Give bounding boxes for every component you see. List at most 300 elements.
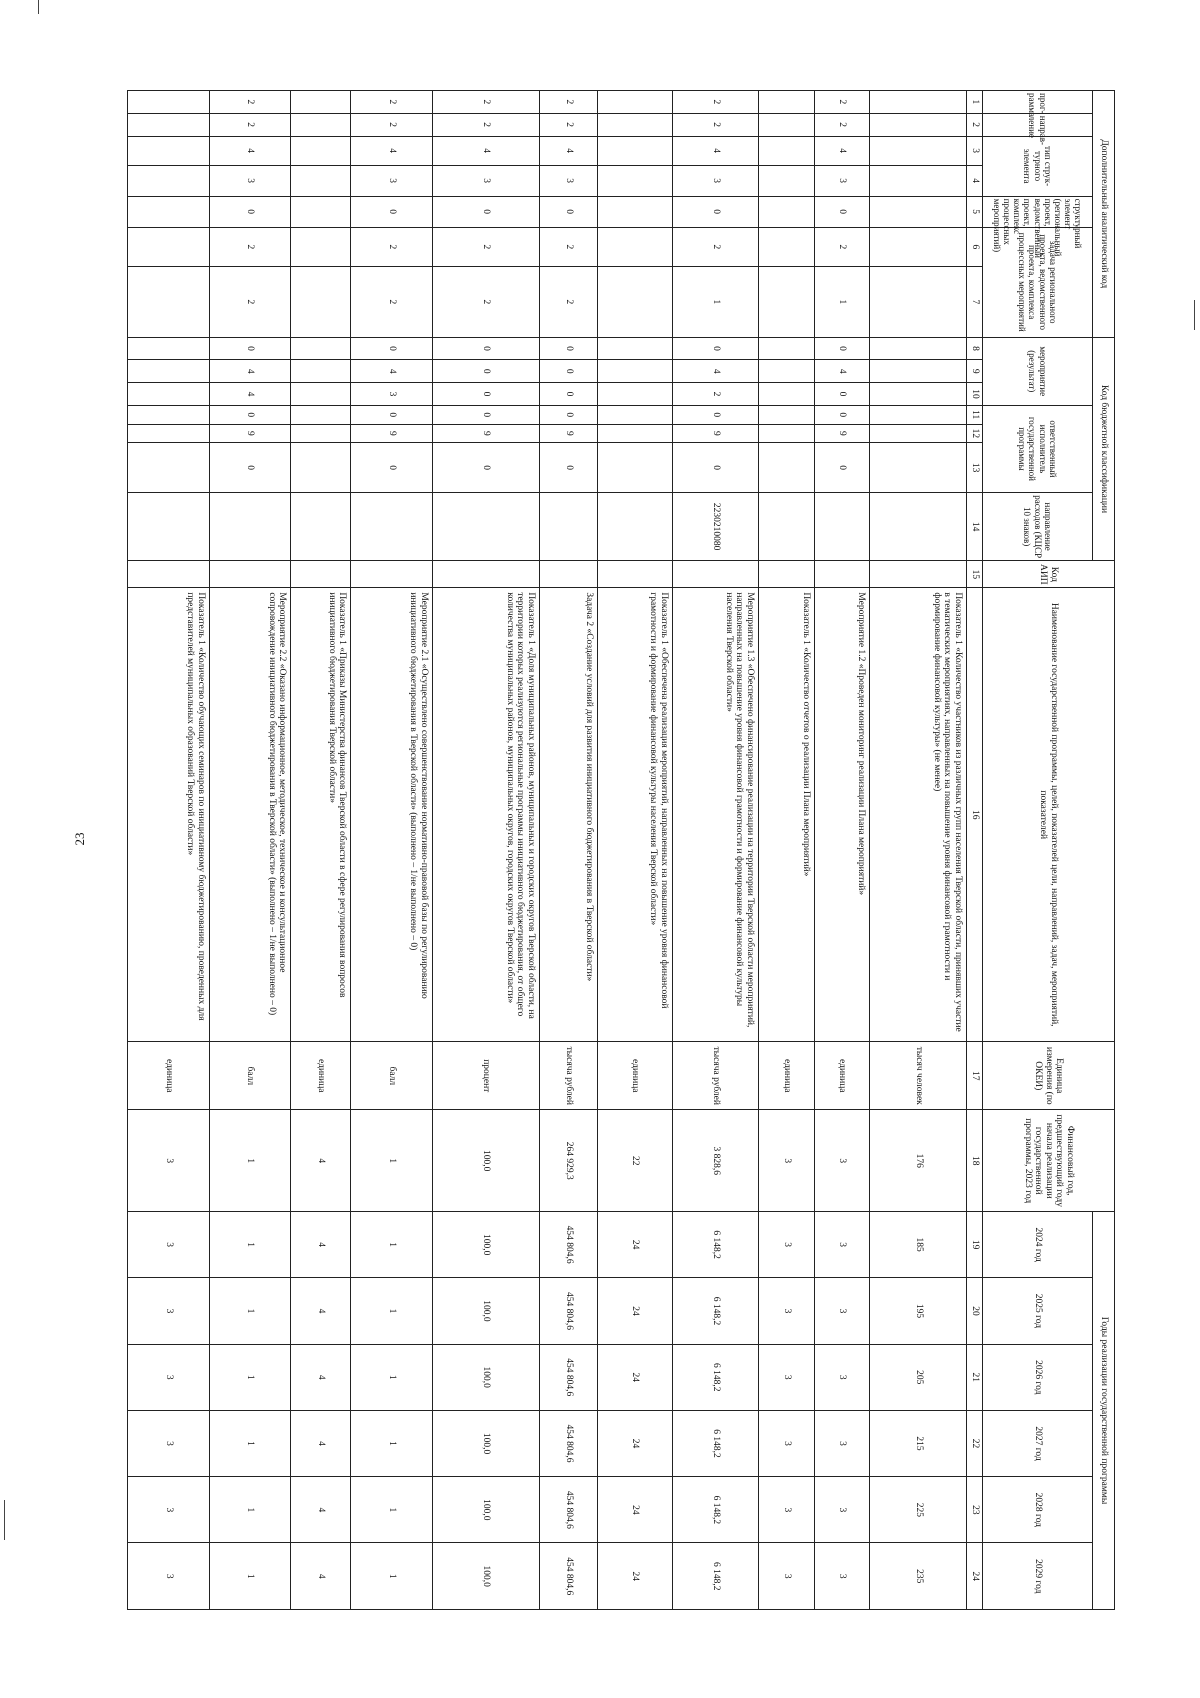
code-cell: 2	[814, 113, 870, 136]
code-cell	[758, 113, 814, 136]
code-cell	[128, 443, 210, 493]
base-year-value: 100,0	[432, 1110, 539, 1212]
base-year-value: 3	[814, 1110, 870, 1212]
col-num: 24	[967, 1543, 983, 1610]
year-value: 100,0	[432, 1477, 539, 1543]
code-cell: 2	[540, 91, 598, 114]
year-value: 235	[870, 1543, 967, 1610]
code-cell: 0	[432, 405, 539, 424]
year-value: 1	[209, 1543, 291, 1610]
code-cell: 4	[209, 360, 291, 383]
unit-cell: балл	[351, 1042, 433, 1110]
year-value: 24	[597, 1410, 672, 1476]
col-num: 8	[967, 337, 983, 360]
year-value: 6 148,2	[673, 1344, 759, 1410]
code-cell: 2	[351, 113, 433, 136]
code-cell: 9	[540, 424, 598, 443]
col-num: 11	[967, 405, 983, 424]
code-cell	[291, 405, 351, 424]
base-year-value: 3	[758, 1110, 814, 1212]
year-value: 1	[351, 1477, 433, 1543]
year-value: 205	[870, 1344, 967, 1410]
scan-mark-right	[1194, 300, 1195, 330]
header-year-2025: 2025 год	[983, 1278, 1093, 1344]
row-name: Показатель 1 «Количество участников из различных групп населения Тверской области, принявших участие в тематических мероприятиях, направленных на повышение уровня финансовой грамотности и формирование финансовой культуры» (не менее)	[870, 588, 967, 1042]
code-cell	[128, 424, 210, 443]
code-cell	[758, 360, 814, 383]
code-cell	[351, 561, 433, 588]
code-cell: 2	[814, 227, 870, 266]
year-value: 1	[209, 1278, 291, 1344]
code-cell	[597, 424, 672, 443]
header-rashody: направление расходов (КЦСР 10 знаков)	[983, 492, 1093, 560]
code-cell	[432, 561, 539, 588]
code-cell	[597, 227, 672, 266]
year-value: 1	[351, 1344, 433, 1410]
code-cell: 0	[209, 405, 291, 424]
code-cell: 2	[432, 91, 539, 114]
year-value: 225	[870, 1477, 967, 1543]
code-cell	[597, 360, 672, 383]
col-num: 3	[967, 136, 983, 165]
code-cell	[597, 383, 672, 406]
code-cell: 0	[540, 196, 598, 227]
code-cell: 2	[814, 91, 870, 114]
unit-cell: единица	[291, 1042, 351, 1110]
year-value: 3	[128, 1344, 210, 1410]
code-cell	[291, 227, 351, 266]
code-cell	[432, 492, 539, 560]
row-name: Задача 2 «Создание условий для развития инициативного бюджетирования в Тверской области»	[540, 588, 598, 1042]
col-num: 16	[967, 588, 983, 1042]
code-cell: 2	[351, 91, 433, 114]
code-cell: 2	[673, 113, 759, 136]
year-value: 1	[351, 1278, 433, 1344]
year-value: 4	[291, 1344, 351, 1410]
code-cell	[291, 443, 351, 493]
code-cell	[291, 337, 351, 360]
year-value: 3	[814, 1344, 870, 1410]
col-num: 18	[967, 1110, 983, 1212]
code-cell	[597, 561, 672, 588]
year-value: 454 804,6	[540, 1410, 598, 1476]
code-cell: 0	[351, 196, 433, 227]
year-value: 3	[758, 1543, 814, 1610]
col-num: 10	[967, 383, 983, 406]
unit-cell: единица	[814, 1042, 870, 1110]
col-num: 9	[967, 360, 983, 383]
code-cell: 2	[673, 91, 759, 114]
year-value: 3	[128, 1543, 210, 1610]
code-cell: 0	[673, 196, 759, 227]
col-num: 6	[967, 227, 983, 266]
code-cell	[597, 443, 672, 493]
col-num: 20	[967, 1278, 983, 1344]
code-cell	[291, 136, 351, 165]
unit-cell: тысяч человек	[870, 1042, 967, 1110]
year-value: 6 148,2	[673, 1477, 759, 1543]
base-year-value: 176	[870, 1110, 967, 1212]
code-cell: 4	[432, 136, 539, 165]
code-cell	[597, 405, 672, 424]
unit-cell: процент	[432, 1042, 539, 1110]
row-name: Показатель 1 «Доля муниципальных районов, муниципальных и городских округов Тверской области, на территории которых реализуются региональные программы инициативного бюджетирования, от общего количества муниципальных районов, муниципальных округов, городских округов Тверской области»	[432, 588, 539, 1042]
year-value: 3	[758, 1344, 814, 1410]
year-value: 24	[597, 1344, 672, 1410]
year-value: 4	[291, 1278, 351, 1344]
header-year-2028: 2028 год	[983, 1477, 1093, 1543]
code-cell	[128, 196, 210, 227]
code-cell: 0	[673, 337, 759, 360]
code-cell	[291, 561, 351, 588]
year-value: 454 804,6	[540, 1477, 598, 1543]
table-row	[432, 91, 539, 1610]
code-cell	[758, 165, 814, 196]
header-year-2029: 2029 год	[983, 1543, 1093, 1610]
year-value: 3	[128, 1212, 210, 1278]
code-cell: 0	[814, 443, 870, 493]
row-name: Мероприятие 1.2 «Проведен мониторинг реализации Плана мероприятий»	[814, 588, 870, 1042]
code-cell: 2	[209, 227, 291, 266]
code-cell	[597, 165, 672, 196]
code-cell: 3	[673, 165, 759, 196]
year-value: 3	[128, 1410, 210, 1476]
code-cell: 4	[673, 136, 759, 165]
code-cell: 3	[814, 165, 870, 196]
program-table	[127, 90, 1115, 1610]
code-cell: 0	[432, 360, 539, 383]
code-cell: 2230210080	[673, 492, 759, 560]
code-cell: 9	[209, 424, 291, 443]
unit-cell: балл	[209, 1042, 291, 1110]
code-cell	[870, 113, 967, 136]
unit-cell: единица	[597, 1042, 672, 1110]
code-cell: 0	[432, 196, 539, 227]
code-cell: 9	[814, 424, 870, 443]
year-value: 6 148,2	[673, 1278, 759, 1344]
code-cell: 1	[673, 267, 759, 338]
code-cell	[291, 113, 351, 136]
year-value: 1	[351, 1410, 433, 1476]
year-value: 4	[291, 1477, 351, 1543]
code-cell: 4	[814, 360, 870, 383]
year-value: 100,0	[432, 1543, 539, 1610]
code-cell	[209, 492, 291, 560]
code-cell	[128, 337, 210, 360]
code-cell: 0	[351, 337, 433, 360]
year-value: 100,0	[432, 1410, 539, 1476]
row-name: Показатель 1 «Количество обучающих семинаров по инициативному бюджетированию, проведенных для представителей муниципальных образований Тверской области»	[128, 588, 210, 1042]
code-cell	[870, 492, 967, 560]
year-value: 4	[291, 1543, 351, 1610]
code-cell	[291, 383, 351, 406]
code-cell	[870, 383, 967, 406]
code-cell	[870, 91, 967, 114]
code-cell	[291, 91, 351, 114]
code-cell	[870, 337, 967, 360]
code-cell	[128, 561, 210, 588]
header-dop-code: Дополнительный аналитический код	[1093, 91, 1115, 338]
year-value: 3	[128, 1278, 210, 1344]
code-cell: 3	[351, 165, 433, 196]
row-name: Мероприятие 2.1 «Осуществлено совершенствование нормативно-правовой базы по регулированию инициативного бюджетирования в Тверской области» (выполнено – 1/не выполнено – 0)	[351, 588, 433, 1042]
code-cell	[291, 360, 351, 383]
col-num: 1	[967, 91, 983, 114]
code-cell	[209, 561, 291, 588]
year-value: 6 148,2	[673, 1543, 759, 1610]
code-cell: 0	[432, 443, 539, 493]
header-meropriyatie: мероприятие (результат)	[983, 337, 1093, 405]
year-value: 1	[351, 1543, 433, 1610]
header-years-group: Годы реализации государственной программы	[1093, 1212, 1115, 1610]
year-value: 215	[870, 1410, 967, 1476]
code-cell	[128, 227, 210, 266]
year-value: 3	[814, 1410, 870, 1476]
code-cell: 2	[209, 267, 291, 338]
code-cell: 0	[209, 443, 291, 493]
header-struct-element: структурный элемент (региональный проект, ведомственный проект, комплекс процессных мероприятий)	[983, 196, 1093, 227]
col-num: 7	[967, 267, 983, 338]
code-cell: 3	[540, 165, 598, 196]
year-value: 6 148,2	[673, 1212, 759, 1278]
code-cell	[673, 561, 759, 588]
code-cell	[758, 196, 814, 227]
year-value: 454 804,6	[540, 1543, 598, 1610]
year-value: 3	[758, 1212, 814, 1278]
year-value: 100,0	[432, 1344, 539, 1410]
year-value: 3	[758, 1477, 814, 1543]
code-cell: 9	[351, 424, 433, 443]
year-value: 3	[814, 1543, 870, 1610]
header-unit: Единица измерения (по ОКЕИ)	[983, 1042, 1115, 1110]
code-cell	[870, 267, 967, 338]
year-value: 4	[291, 1410, 351, 1476]
code-cell	[758, 337, 814, 360]
year-value: 185	[870, 1212, 967, 1278]
col-num: 23	[967, 1477, 983, 1543]
year-value: 100,0	[432, 1212, 539, 1278]
scan-mark-top-left	[38, 0, 39, 14]
code-cell	[870, 136, 967, 165]
col-num: 13	[967, 443, 983, 493]
year-value: 195	[870, 1278, 967, 1344]
year-value: 1	[209, 1344, 291, 1410]
unit-cell: тысяча рублей	[673, 1042, 759, 1110]
year-value: 4	[291, 1212, 351, 1278]
code-cell: 2	[351, 267, 433, 338]
year-value: 454 804,6	[540, 1344, 598, 1410]
code-cell: 0	[540, 443, 598, 493]
year-value: 1	[209, 1212, 291, 1278]
code-cell	[758, 91, 814, 114]
code-cell	[758, 492, 814, 560]
code-cell	[351, 492, 433, 560]
unit-cell: единица	[758, 1042, 814, 1110]
code-cell: 0	[432, 383, 539, 406]
row-name: Показатель 1 «Обеспечена реализация мероприятий, направленных на повышение уровня финансовой грамотности и формирование финансовой культуры населения Тверской области»	[597, 588, 672, 1042]
code-cell: 0	[351, 405, 433, 424]
code-cell: 2	[432, 113, 539, 136]
base-year-value: 1	[209, 1110, 291, 1212]
code-cell: 3	[209, 165, 291, 196]
code-cell	[870, 227, 967, 266]
header-year-2027: 2027 год	[983, 1410, 1093, 1476]
col-num: 21	[967, 1344, 983, 1410]
code-cell	[814, 561, 870, 588]
code-cell: 2	[540, 267, 598, 338]
code-cell	[540, 492, 598, 560]
code-cell	[128, 136, 210, 165]
code-cell	[128, 165, 210, 196]
header-napravlenie: направ-ление	[983, 113, 1093, 136]
code-cell: 4	[540, 136, 598, 165]
code-cell: 0	[209, 337, 291, 360]
code-cell	[870, 424, 967, 443]
year-value: 3	[758, 1410, 814, 1476]
year-value: 24	[597, 1543, 672, 1610]
code-cell	[291, 196, 351, 227]
base-year-value: 22	[597, 1110, 672, 1212]
code-cell	[870, 196, 967, 227]
year-value: 3	[128, 1477, 210, 1543]
header-ispolnitel: ответственный исполнитель государственной программы	[983, 405, 1093, 492]
code-cell: 9	[432, 424, 539, 443]
table-row	[291, 91, 351, 1610]
row-name: Мероприятие 1.3 «Обеспечено финансирование реализации на территории Тверской области мероприятий, направленных на повышение уровня финансовой грамотности и формирование финансовой культуры населения Тверской области»	[673, 588, 759, 1042]
code-cell	[758, 405, 814, 424]
col-num: 19	[967, 1212, 983, 1278]
code-cell: 0	[540, 360, 598, 383]
table-row	[351, 91, 433, 1610]
year-value: 24	[597, 1278, 672, 1344]
code-cell: 4	[351, 360, 433, 383]
code-cell	[597, 267, 672, 338]
page-number: 23	[72, 832, 87, 846]
base-year-value: 3 828,6	[673, 1110, 759, 1212]
unit-cell: единица	[128, 1042, 210, 1110]
table-body	[128, 91, 967, 1610]
code-cell	[128, 267, 210, 338]
table-row	[673, 91, 759, 1610]
code-cell: 0	[814, 383, 870, 406]
header-kbk: Код бюджетной классификации	[1093, 337, 1115, 561]
col-num: 22	[967, 1410, 983, 1476]
code-cell: 3	[351, 383, 433, 406]
table-row	[758, 91, 814, 1610]
code-cell	[597, 492, 672, 560]
year-value: 100,0	[432, 1278, 539, 1344]
base-year-value: 3	[128, 1110, 210, 1212]
header-year-2024: 2024 год	[983, 1212, 1093, 1278]
col-num: 17	[967, 1042, 983, 1110]
code-cell	[597, 113, 672, 136]
table-row	[209, 91, 291, 1610]
year-value: 24	[597, 1477, 672, 1543]
code-cell	[758, 443, 814, 493]
table-row	[540, 91, 598, 1610]
year-value: 454 804,6	[540, 1212, 598, 1278]
code-cell: 4	[351, 136, 433, 165]
base-year-value: 1	[351, 1110, 433, 1212]
header-tip: тип струк-турного элемента	[983, 136, 1093, 196]
code-cell: 0	[540, 337, 598, 360]
year-value: 3	[814, 1278, 870, 1344]
header-name: Наименование государственной программы, целей, показателей цели, направлений, задач, мероприятий, показателей	[983, 588, 1115, 1042]
table-row	[870, 91, 967, 1610]
code-cell	[814, 492, 870, 560]
code-cell: 0	[814, 196, 870, 227]
code-cell	[291, 165, 351, 196]
code-cell: 2	[540, 227, 598, 266]
year-value: 1	[209, 1477, 291, 1543]
col-num: 14	[967, 492, 983, 560]
code-cell: 2	[209, 113, 291, 136]
year-value: 3	[758, 1278, 814, 1344]
code-cell	[870, 561, 967, 588]
code-cell: 0	[432, 337, 539, 360]
header-fin-year: Финансовый год, предшествующий году начала реализации государственной программы, 2023 год	[983, 1110, 1115, 1212]
code-cell: 0	[673, 405, 759, 424]
rotated-table-container	[127, 90, 1115, 1610]
year-value: 3	[814, 1477, 870, 1543]
base-year-value: 264 929,3	[540, 1110, 598, 1212]
code-cell	[758, 383, 814, 406]
code-cell	[758, 227, 814, 266]
code-cell	[291, 424, 351, 443]
code-cell: 0	[814, 337, 870, 360]
code-cell: 2	[673, 227, 759, 266]
header-zadacha: задача регионального проекта, ведомственного проекта, комплекса процессных мероприятий	[983, 227, 1093, 337]
base-year-value: 4	[291, 1110, 351, 1212]
code-cell	[597, 136, 672, 165]
code-cell: 4	[209, 136, 291, 165]
code-cell: 2	[540, 113, 598, 136]
code-cell: 2	[209, 91, 291, 114]
code-cell: 2	[432, 227, 539, 266]
code-cell: 4	[673, 360, 759, 383]
year-value: 1	[351, 1212, 433, 1278]
row-name: Показатель 1 «Приказы Министерства финансов Тверской области в сфере регулирования вопросов инициативного бюджетирования Тверской области»	[291, 588, 351, 1042]
col-num: 15	[967, 561, 983, 588]
code-cell	[597, 91, 672, 114]
code-cell: 1	[814, 267, 870, 338]
code-cell	[128, 405, 210, 424]
year-value: 6 148,2	[673, 1410, 759, 1476]
row-name: Мероприятие 2.2 «Оказано информационное, методическое, техническое и консультационное сопровождение инициативного бюджетирования в Тверской области» (выполнено – 1/не выполнено – 0)	[209, 588, 291, 1042]
code-cell: 9	[673, 424, 759, 443]
code-cell	[128, 113, 210, 136]
unit-cell: тысяча рублей	[540, 1042, 598, 1110]
year-value: 1	[209, 1410, 291, 1476]
header-programma: прог-рамма	[983, 91, 1093, 114]
code-cell: 2	[673, 383, 759, 406]
code-cell	[291, 267, 351, 338]
code-cell: 2	[432, 267, 539, 338]
code-cell	[597, 337, 672, 360]
year-value: 24	[597, 1212, 672, 1278]
table-row	[814, 91, 870, 1610]
code-cell	[540, 561, 598, 588]
code-cell	[758, 136, 814, 165]
code-cell	[758, 561, 814, 588]
code-cell	[870, 405, 967, 424]
code-cell	[870, 443, 967, 493]
code-cell: 0	[814, 405, 870, 424]
code-cell	[291, 492, 351, 560]
scan-mark-bottom-left	[4, 1500, 5, 1540]
code-cell: 0	[540, 383, 598, 406]
code-cell: 0	[540, 405, 598, 424]
